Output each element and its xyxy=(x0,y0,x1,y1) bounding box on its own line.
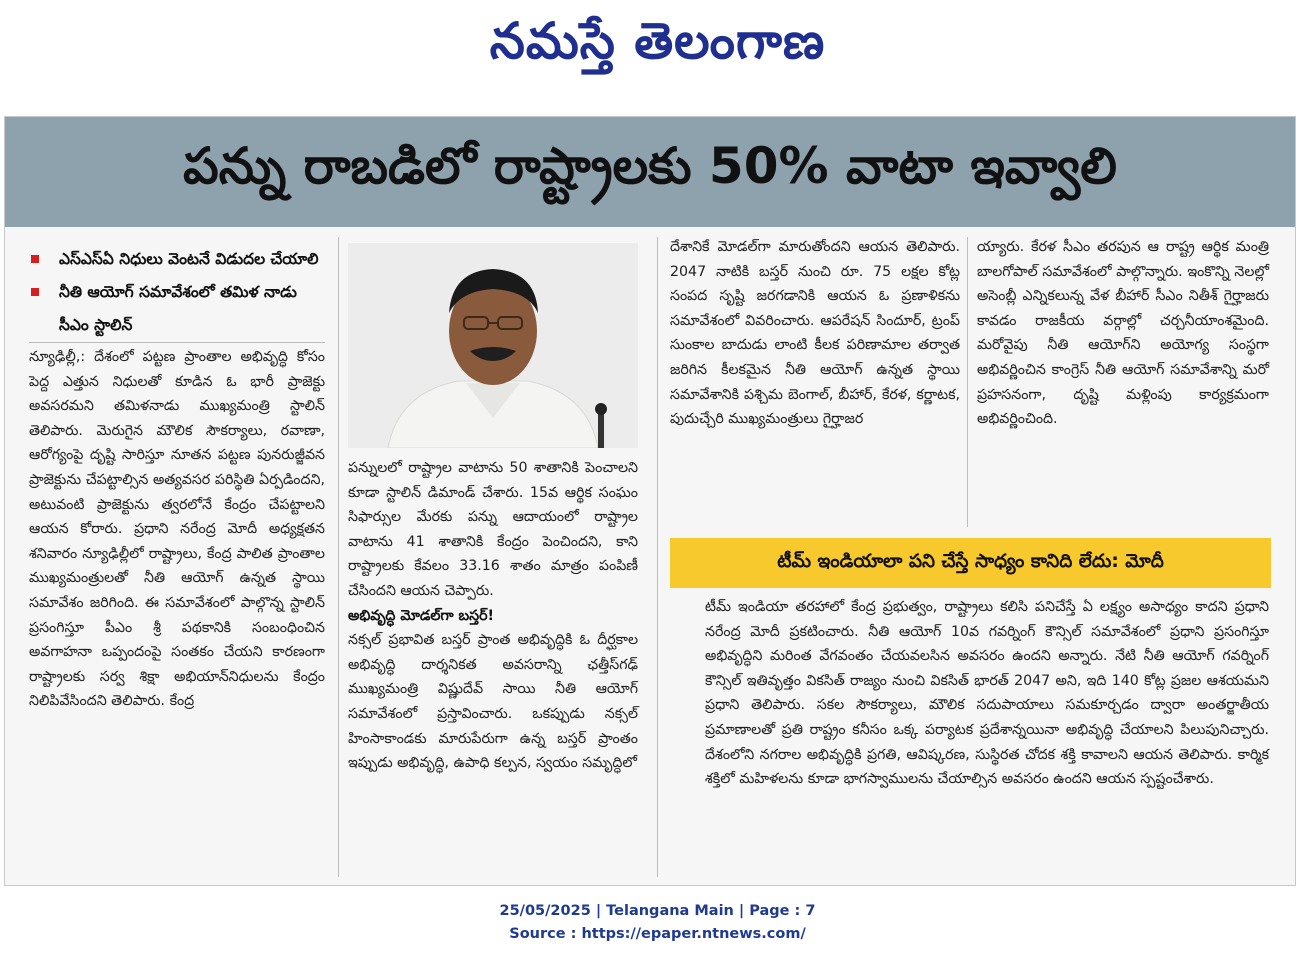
bullet-square-icon xyxy=(31,288,39,296)
person-portrait-icon xyxy=(348,243,638,448)
section-subhead: అభివృద్ధి మోడల్‌గా బస్తర్! xyxy=(348,607,494,624)
body-text: దేశానికే మోడల్‌గా మారుతోందని ఆయన తెలిపారు. 2047 నాటికి బస్తర్ నుంచి రూ. 75 లక్షల కోట్ల సంపద సృష్టి జరగడానికి ఆయన ఓ ప్రణాళికను సమావేశంలో వివరించారు. ఆపరేషన్ సిందూర్, ట్రంప్ సుంకాల బాదుడు లాంటి కీలక పరిణామాల తర్వాత జరిగిన కీలకమైన నీతి ఆయోగ్ ఉన్నత స్థాయి సమావేశానికి పశ్చిమ బెంగాల్, బీహార్, కేరళ, కర్ణాటక, పుదుచ్చేరి ముఖ్యమంత్రులు గైర్హాజర xyxy=(670,239,960,428)
body-text: య్యారు. కేరళ సీఎం తరపున ఆ రాష్ట్ర ఆర్థిక మంత్రి బాలగోపాల్ సమావేశంలో పాల్గొన్నారు. ఇంకొన్ని నెలల్లో అసెంబ్లీ ఎన్నికలున్న వేళ బీహార్ సీఎం నితీశ్ గైర్హాజరు కావడం రాజకీయ వర్గాల్లో చర్చనీయాంశమైంది. మరోవైపు నీతి ఆయోగ్‌ని అయోగ్య సంస్థగా అభివర్ణించిన కాంగ్రెస్ నీతి ఆయోగ్ సమావేశాన్ని మరో ప్రహసనంగా, దృష్టి మళ్లింపు కార్యక్రమంగా అభివర్ణించింది. xyxy=(977,239,1269,428)
body-text: పన్నులలో రాష్ట్రాల వాటాను 50 శాతానికి పెంచాలని కూడా స్టాలిన్ డిమాండ్ చేశారు. 15వ ఆర్థిక సంఘం సిఫార్సుల మేరకు పన్ను ఆదాయంలో రాష్ట్రాల వాటాను 41 శాతానికి కేంద్రం పెంచిందని, కాని రాష్ట్రాలకు కేవలం 33.16 శాతం మాత్రం పంపిణీ చేసిందని ఆయన చెప్పారు. xyxy=(348,460,638,599)
bullet-square-icon xyxy=(31,255,39,263)
article-column-4 xyxy=(977,235,1269,432)
article-clipping xyxy=(4,116,1296,886)
highlight-item: ఎస్ఎస్ఏ నిధులు వెంటనే విడుదల చేయాలి xyxy=(29,243,325,276)
column-divider xyxy=(657,237,658,877)
article-headline: పన్ను రాబడిలో రాష్ట్రాలకు 50% వాటా ఇవ్వాలి xyxy=(183,136,1117,195)
footer-date-page: 25/05/2025 | Telangana Main | Page : 7 xyxy=(499,903,816,919)
article-column-3 xyxy=(670,235,960,432)
column-divider xyxy=(338,237,339,877)
headline-banner xyxy=(5,117,1295,227)
newspaper-masthead: నమస్తే తెలంగాణ xyxy=(489,12,826,70)
article-column-2 xyxy=(348,456,638,776)
highlight-item: నీతి ఆయోగ్ సమావేశంలో తమిళ నాడు సీఎం స్టాలిన్ xyxy=(29,276,325,342)
modi-story-body xyxy=(705,595,1269,792)
column-divider xyxy=(967,237,968,527)
body-text: నక్సల్ ప్రభావిత బస్తర్ ప్రాంత అభివృద్ధికి ఓ దీర్ఘకాల అభివృద్ధి దార్శనికత అవసరాన్ని ఛత్తీస్‌గఢ్ ముఖ్యమంత్రి విష్ణుదేవ్ సాయి నీతి ఆయోగ్ సమావేశంలో ప్రస్తావించారు. ఒకప్పుడు నక్సల్ హింసాకాండకు మారుపేరుగా ఉన్న బస్తర్ ప్రాంతం ఇప్పుడు అభివృద్ధి, ఉపాధి కల్పన, స్వయం సమృద్ధిలో xyxy=(348,632,638,772)
stalin-photo xyxy=(348,243,638,448)
body-text: న్యూఢిల్లీ,: దేశంలో పట్టణ ప్రాంతాల అభివృద్ధి కోసం పెద్ద ఎత్తున నిధులతో కూడిన ఓ భారీ ప్రాజెక్టు అవసరమని తమిళనాడు ముఖ్యమంత్రి స్టాలిన్ తెలిపారు. మెరుగైన మౌలిక సౌకర్యాలు, రవాణా, ఆరోగ్యంపై దృష్టి సారిస్తూ నూతన పట్టణ పునరుజ్జీవన ప్రాజెక్టును చేపట్టాల్సిన అత్యవసర పరిస్థితి ఏర్పడిందని, అటువంటి ప్రాజెక్టును త్వరలోనే కేంద్రం చేపట్టాలని ఆయన కోరారు. ప్రధాని నరేంద్ర మోదీ అధ్యక్షతన శనివారం న్యూఢిల్లీలో రాష్ట్రాలు, కేంద్ర పాలిత ప్రాంతాల ముఖ్యమంత్రులతో నీతి ఆయోగ్ ఉన్నత స్థాయి సమావేశం జరిగింది. ఈ సమావేశంలో పాల్గొన్న స్టాలిన్ ప్రసంగిస్తూ పీఎం శ్రీ పథకానికి సంబంధించిన అవగాహనా ఒప్పందంపై సంతకం చేయని కారణంగా రాష్ట్రాలకు సర్వ శిక్షా అభియాన్‌నిధులను కేంద్రం నిలిపివేసిందని తెలిపారు. కేంద్ర xyxy=(29,349,325,710)
modi-story-headline-bar xyxy=(670,538,1271,588)
modi-story-headline: టీమ్ ఇండియాలా పని చేస్తే సాధ్యం కానిది లేదు: మోదీ xyxy=(777,550,1164,572)
body-text: టీమ్ ఇండియా తరహాలో కేంద్ర ప్రభుత్వం, రాష్ట్రాలు కలిసి పనిచేస్తే ఏ లక్ష్యం అసాధ్యం కాదని ప్రధాని నరేంద్ర మోదీ ప్రకటించారు. నీతి ఆయోగ్ 10వ గవర్నింగ్ కౌన్సిల్ సమావేశంలో ప్రధాని ప్రసంగిస్తూ అభివృద్ధిని మరింత వేగవంతం చేయవలసిన అవసరం ఉందని అన్నారు. నేటి నీతి ఆయోగ్ గవర్నింగ్ కౌన్సిల్ ఇతివృత్తం వికసిత్ రాజ్యం నుంచి వికసిత్ భారత్ 2047 అని, ఇది 140 కోట్ల ప్రజల ఆశయమని ప్రధాని తెలిపారు. సకల సౌకర్యాలు, మౌలిక సదుపాయాలు సమకూర్చడం ద్వారా అంతర్జాతీయ ప్రమాణాలతో ప్రతి రాష్ట్రం కనీసం ఒక్క పర్యాటక ప్రదేశాన్నయినా అభివృద్ధి చేయాలని పిలుపునిచ్చారు. దేశంలోని నగరాల అభివృద్ధికి ప్రగతి, ఆవిష్కరణ, సుస్థిరత చోదక శక్తి కావాలని ఆయన తెలిపారు. కార్మిక శక్తిలో మహిళలను కూడా భాగస్వాములను చేయాల్సిన అవసరం ఉందని ఆయన స్పష్టంచేశారు. xyxy=(705,599,1269,788)
article-column-1 xyxy=(29,243,325,714)
highlights xyxy=(29,243,325,343)
footer-source[interactable]: Source : https://epaper.ntnews.com/ xyxy=(509,926,806,942)
